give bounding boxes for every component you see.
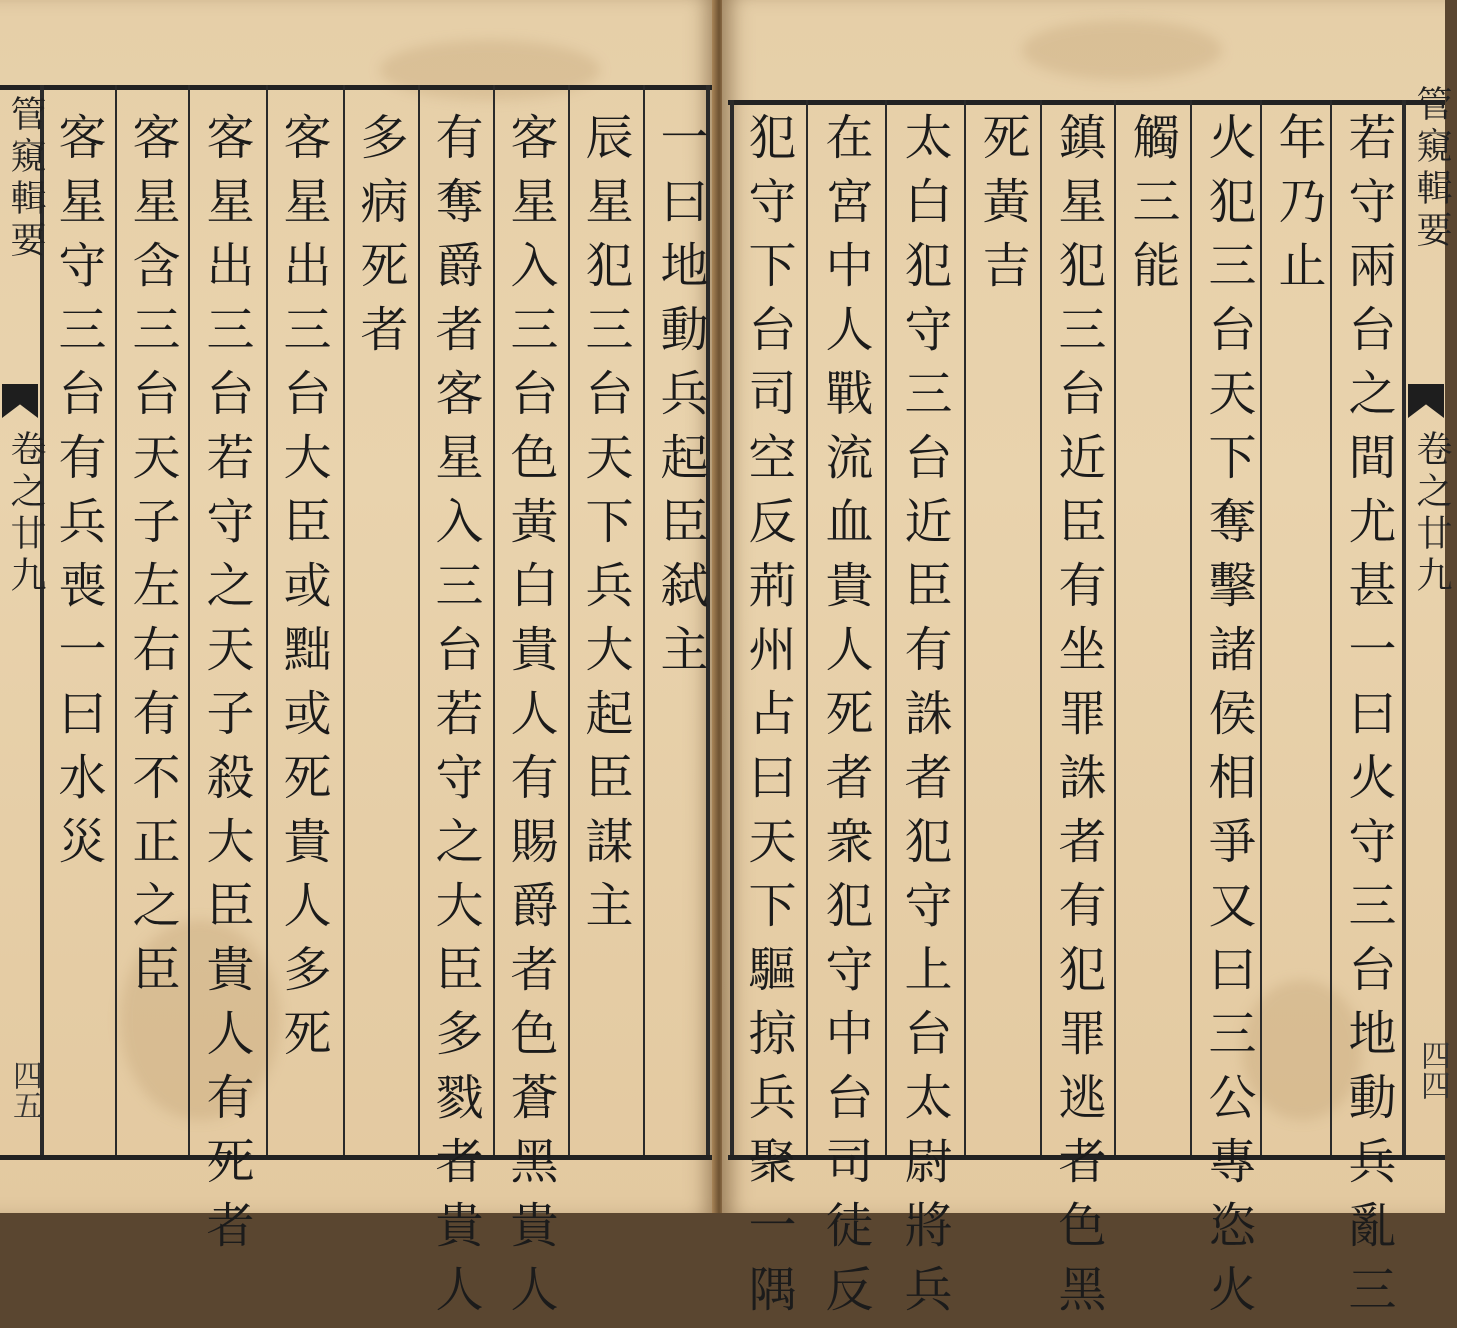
column-rule bbox=[1402, 100, 1406, 1155]
text-column: 在宮中人戰流血貴人死者衆犯守中台司徒反 bbox=[817, 112, 873, 1328]
column-rule bbox=[806, 100, 808, 1155]
text-column: 火犯三台天下奪擊諸侯相爭又曰三公專恣火 bbox=[1200, 112, 1256, 1328]
column-rule bbox=[1040, 100, 1042, 1155]
left-page bbox=[0, 0, 716, 1328]
text-column: 一曰地動兵起臣弑主 bbox=[652, 112, 708, 688]
column-rule bbox=[885, 100, 887, 1155]
column-rule bbox=[343, 85, 345, 1155]
column-rule bbox=[1114, 100, 1116, 1155]
column-rule bbox=[1260, 100, 1262, 1155]
margin-volume-label: 卷之廿九 bbox=[1411, 430, 1452, 598]
column-rule bbox=[115, 85, 117, 1155]
column-rule bbox=[1190, 100, 1192, 1155]
column-rule bbox=[493, 85, 495, 1155]
text-column: 客星入三台色黃白貴人有賜爵者色蒼黑貴人 bbox=[502, 112, 558, 1328]
text-column: 客星出三台大臣或黜或死貴人多死 bbox=[275, 112, 331, 1072]
column-rule bbox=[643, 85, 645, 1155]
text-column: 觸三能 bbox=[1124, 112, 1180, 304]
column-rule bbox=[188, 85, 190, 1155]
text-column: 太白犯守三台近臣有誅者犯守上台太尉將兵 bbox=[896, 112, 952, 1328]
margin-book-title: 管窺輯要 bbox=[1411, 85, 1452, 253]
margin-volume-label: 卷之廿九 bbox=[5, 430, 46, 598]
text-column: 年乃止 bbox=[1270, 112, 1326, 304]
text-column: 客星守三台有兵喪一曰水災 bbox=[50, 112, 106, 880]
margin-book-title: 管窺輯要 bbox=[5, 95, 46, 263]
text-column: 鎮星犯三台近臣有坐罪誅者有犯罪逃者色黑 bbox=[1050, 112, 1106, 1328]
text-column: 辰星犯三台天下兵大起臣謀主 bbox=[577, 112, 633, 944]
column-rule bbox=[266, 85, 268, 1155]
folio-number: 四四 bbox=[1415, 1040, 1450, 1100]
folio-number: 四五 bbox=[7, 1060, 42, 1120]
text-column: 犯守下台司空反荊州占曰天下驅掠兵聚一隅 bbox=[740, 112, 796, 1328]
text-column: 死黃吉 bbox=[974, 112, 1030, 304]
text-column: 客星含三台天子左右有不正之臣 bbox=[124, 112, 180, 1008]
column-rule bbox=[418, 85, 420, 1155]
column-rule bbox=[730, 100, 734, 1155]
text-column: 有奪爵者客星入三台若守之大臣多戮者貴人 bbox=[427, 112, 483, 1328]
text-column: 多病死者 bbox=[352, 112, 408, 368]
column-rule bbox=[568, 85, 570, 1155]
text-column: 客星出三台若守之天子殺大臣貴人有死者 bbox=[198, 112, 254, 1264]
text-column: 若守兩台之間尤甚一曰火守三台地動兵亂三 bbox=[1340, 112, 1396, 1328]
right-page bbox=[722, 0, 1452, 1328]
column-rule bbox=[964, 100, 966, 1155]
paper-stain bbox=[1022, 20, 1222, 80]
column-rule bbox=[1330, 100, 1332, 1155]
